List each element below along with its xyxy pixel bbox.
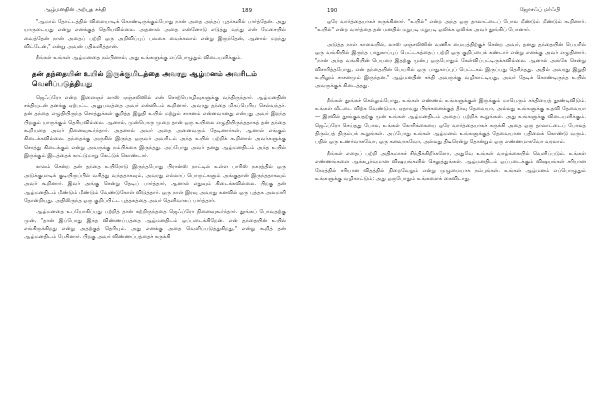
paragraph: நீங்கள் எதைப் பற்றி அதிகமாகச் சிந்திக்கிறீர்களோ, அதுவே உங்கள் வாழ்க்கையில் வெளிப்படும். உங்கள் எண்ணங்களை ஆக்கபூர்வமான விஷயங்களில் செலுத்துங்கள். ஆழ்மனதிடம் ஒப்படைக்கும் விஷயங்கள் சரியான நேரத்தில் சரியான விதத்தில் நிறைவேறும் என்று முழுமையாக நம்புங்கள். உங்கள் ஆழ்மனம் எப்பொழுதும் உங்களுக்கு வழிகாட்டும்; அது ஒருபோதும் உங்களைக் கைவிடாது. bbox=[315, 150, 586, 182]
paragraph: நீங்கள் தூங்கச் செல்லும்போது, உங்கள் எண்ணம் உங்களுக்குள் இருக்கும் மாபெரும் சக்தியைத் தூண்டிவிடும். உங்கள் வீட்டை விற்க வேண்டுமா, ஏதாவது பிரச்சனைக்குத் தீர்வு தேவையா, அல்லது உங்களுக்கு உதவி தேவையா — இரவில் தூங்குவதற்கு முன் உங்கள் ஆழ்மனதிடம் அதைப் பற்றிக் கூறுங்கள். அது உங்களுக்கு விடையளிக்கும். ஜெஃப்ரோ செய்தது போல, உங்கள் கோரிக்கையை ஒரே வார்த்தையாகச் சுருக்கி அதை ஒரு தாலாட்டைப் போலத் திரும்பத் திரும்பக் கூறுங்கள். அப்போது உங்கள் ஆழ்மனம் உங்களுக்குத் தேவையான பதிலைக் கொண்டு வரும். பதில் ஒரு உணர்வாகவோ, ஒரு கனவாகவோ, அல்லது திடீரென்று தோன்றும் ஒரு எண்ணமாகவோ வரலாம். bbox=[315, 97, 586, 146]
running-header-right bbox=[315, 0, 590, 18]
paragraph: நீங்கள் உங்கள் ஆழ்மனதை நம்பினால், அது உங்களுக்கு எப்பொழுதும் விடையளிக்கும். bbox=[36, 55, 242, 62]
paragraph: ஒரே வார்த்தையாகச் சுருக்கினார். "உயில்" என்ற அந்த ஒரு தாலாட்டைப் போல மீண்டும் மீண்டும் கூறினார். "உயில்" என்ற வார்த்தை தன் மனதில் மறுபடி மறுபடி ஒலிக்க ஒலிக்க அவர் தூங்கிப் போனார். bbox=[315, 19, 586, 34]
page-number-left: 189 bbox=[241, 7, 252, 14]
paragraph: அடுத்த நாள் காலையில், லாஸ் ஏஞ்சலிஸின் வணிக மையத்திற்குச் சென்ற அவர், தனது தந்தையின் பெயரில் ஒரு வங்கியில் இருந்த பாதுகாப்புப் பெட்டகத்தைப் பற்றி ஒரு குறிப்பைக் கண்டார் என்று எனக்கு அவர் எழுதினார். "நான் அந்த வங்கியின் பெயரை இதற்கு முன்பு ஒருபோதும் கேள்விப்பட்டிருக்கவில்லை. ஆனால் அங்கே சென்று விசாரித்தபோது, என் தந்தையின் பெயரில் ஒரு பாதுகாப்புப் பெட்டகம் இருப்பது தெரிந்தது. அதில் அவரது இறுதி உயிலும் சாசனமும் இருந்தன." ஆழ்மனதின் சக்தி அவருக்கு வழிகாட்டியது, அவர் தேடிக் கொண்டிருந்த உயில் அவருக்குக் கிடைத்தது. bbox=[315, 41, 586, 90]
left-page bbox=[24, 0, 292, 400]
running-header-left bbox=[24, 0, 292, 18]
right-page bbox=[315, 0, 590, 400]
running-title-left: ஆழ்மனதின் அற்புத சக்தி bbox=[44, 7, 106, 13]
right-page-body bbox=[315, 18, 590, 183]
running-title-right: ஜோசஃப் மர்ஃபி bbox=[519, 7, 560, 13]
section-heading: தன் தந்தையின் உயில் இருக்குமிடத்தை அவரது ஆழ்மனம் அவரிடம் வெளிப்படுத்தியது bbox=[32, 68, 257, 88]
paragraph: ஆழ்மனதை உபயோகிப்பது பற்றித் தான் கற்றிருந்ததை ஜெஃப்ரோ நினைவுகூர்ந்தார். தூங்கப் போவதற்கு முன், "தான் இப்போது இந்த விண்ணப்பத்தை ஆழ்மனதிடம் ஒப்படைக்கிறேன். என் தந்தையின் உயில் எங்கிருக்கிறது என்று அதற்குத் தெரியும். அது எனக்கு அதை வெளிப்படுத்துகிறது," என்று கூறித் தன் ஆழ்மனதிடம் பேசினார். பிறகு அவர் விண்ணப்பத்தைச் சுருக்கி bbox=[24, 209, 286, 241]
paragraph: காலம் சென்ற தன் தந்தை உயிரோடு இருந்தபோது பிரான்ஸ் நாட்டில் உள்ள பாரிஸ் நகரத்தில் ஒரு அடுக்குமாடிக் குடியிருப்பில் வசித்து வந்ததாகவும், அவரது எல்லாப் பொருட்களும் அங்குதான் இருந்ததாகவும் அவர் கூறினார். இவர் அங்கு சென்று தேடிப் பார்த்தார், ஆனால் எதுவும் கிடைக்கவில்லை. பிறகு தன் ஆழ்மனதிடம் மீண்டும் மீண்டும் வேண்டுகோள் விடுத்தார். ஒரு நாள் இரவு அவரது கனவில் ஒரு புத்தக அலமாரி தோன்றியது. அதிலிருந்த ஒரு குறிப்பிட்ட புத்தகத்தை அவர் தெளிவாகப் பார்த்தார். bbox=[24, 164, 286, 204]
paragraph: ஜெஃப்ரோ என்ற இளைஞர் லாஸ் ஏஞ்சலிஸில் என் சொற்பொழிவுகளுக்கு வந்திருந்தார். ஆழ்மனதின் சக்தியுடன் தனக்கு ஏற்பட்ட அனுபவத்தை அவர் என்னிடம் கூறினார். அவரது தந்தை மிகப்பெரிய செல்வந்தர். தன் தந்தை எழுதியிருந்த சொத்துக்கள் குறித்த இறுதி உயில் மற்றும் சாசனம் என்னவானது என்பது அவர் இறந்த பிறகும் யாருக்கும் தெரியவில்லை. ஆனால், முன்பொரு முறை தான் ஒரு உயிலை எழுதியிருந்ததாகத் தன் தந்தை கூறியதை அவர் நினைவுகூர்ந்தார். அதனால் அவர் அதை அனைவரும் தேடினார்கள், ஆனால் எங்கும் கிடைக்கவில்லை. தந்தைக்கு அருகில் இருந்த ஒருவர் அவரிடம் அந்த உயில் பற்றிக் கூறினால் அவர்களுக்கு சொத்து கிடைக்கும் என்று அவருக்கு நம்பிக்கை இருந்தது. அப்போது அவர் தனது ஆழ்மனதிடம் அந்த உயில் இருக்கும் இடத்தைக் காட்டுமாறு கேட்டுக் கொண்டார். bbox=[24, 94, 286, 160]
left-page-body bbox=[24, 18, 292, 242]
page-number-right: 190 bbox=[327, 7, 338, 14]
paragraph: "ஆமாம் தோட்டத்தில் விளையாடிக் கொண்டிருக்கும்போது நான் அதை அந்தப் புதர்களில் பார்த்தேன். அது யாருடையது என்று எனக்குத் தெரியவில்லை. அதனால் அதை என்னோடு எடுத்து வந்து என் மேசையில் வைத்தேன் நான் அதைப் பற்றி ஒரு அறிவிப்புப் பலகை வைக்கலாம் என்று இருந்தேன், ஆனால் மறந்து விட்டேன்," என்று அவன் பதிலளித்தான். bbox=[24, 19, 286, 51]
